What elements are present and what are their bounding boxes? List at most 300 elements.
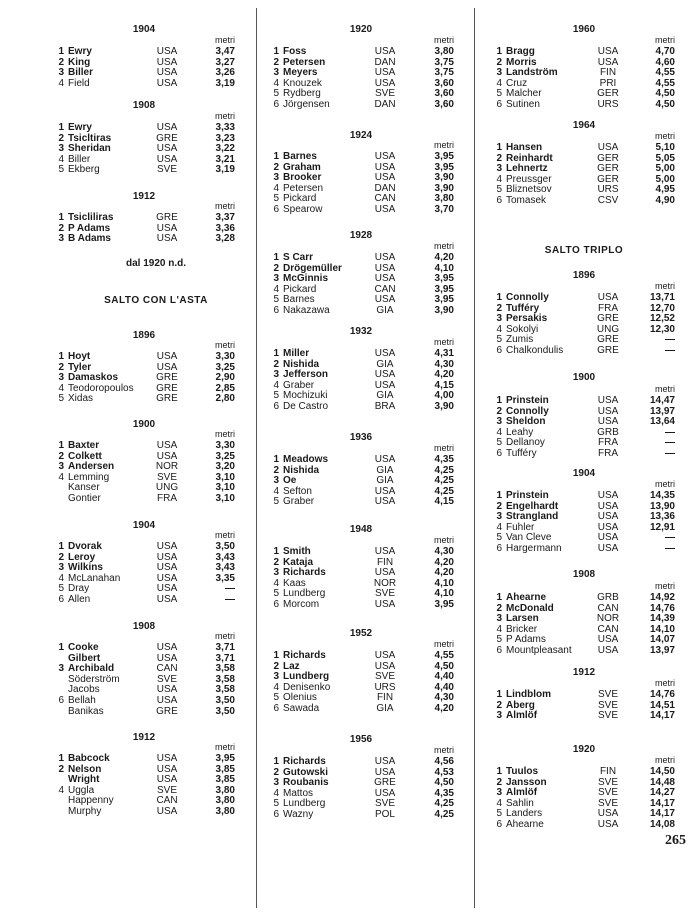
athlete-name: Mattos	[283, 787, 314, 799]
result-row	[56, 642, 239, 653]
nation: SVE	[597, 776, 618, 788]
nation: GRE	[597, 334, 619, 346]
athlete-name: Tufféry	[506, 448, 537, 459]
result-row	[271, 756, 458, 767]
result-row	[494, 766, 679, 777]
result-row	[56, 753, 239, 764]
rank: 6	[496, 543, 502, 554]
result-value: 4,30	[434, 692, 454, 704]
nation: USA	[374, 756, 396, 767]
result-row	[56, 674, 239, 685]
footnote: dal 1920 n.d.	[125, 258, 187, 269]
rank: 6	[496, 448, 502, 459]
nation: SVE	[374, 588, 395, 600]
nation: USA	[156, 652, 178, 664]
result-row	[56, 223, 239, 234]
result-row	[271, 99, 458, 110]
unit-label: metri	[655, 281, 675, 291]
rank: 3	[496, 163, 502, 175]
athlete-name: Jefferson	[283, 369, 329, 381]
athlete-name: Nakazawa	[283, 305, 330, 316]
athlete-name: Sahlin	[506, 797, 534, 809]
athlete-name: Olenius	[283, 692, 317, 704]
result-value: 14,39	[649, 613, 675, 625]
nation: USA	[374, 546, 396, 557]
rank: 5	[273, 588, 279, 600]
result-value: 13,71	[649, 292, 675, 303]
result-value: 2,90	[215, 372, 235, 384]
athlete-name: Denisenko	[283, 681, 331, 693]
rank: 1	[273, 46, 279, 57]
result-row	[494, 345, 679, 356]
rank: 6	[273, 401, 279, 412]
nation: USA	[597, 511, 619, 523]
result-value: 3,30	[215, 440, 235, 451]
athlete-name: Uggla	[68, 784, 95, 796]
athlete-name: Bricker	[506, 623, 538, 635]
nation: USA	[156, 361, 178, 373]
result-row	[271, 475, 458, 486]
section-title: SALTO CON L'ASTA	[104, 295, 208, 306]
rank: 3	[496, 67, 502, 79]
result-value: 3,58	[215, 673, 235, 685]
rank: 4	[273, 577, 279, 589]
result-value: 3,10	[215, 493, 235, 504]
result-value: 3,95	[434, 161, 454, 173]
unit-label: metri	[655, 131, 675, 141]
nation: BRA	[374, 401, 396, 412]
athlete-name: Jansson	[506, 776, 547, 788]
result-row	[56, 461, 239, 472]
rank: 4	[273, 485, 279, 497]
rank: 2	[496, 776, 502, 788]
athlete-name: Meadows	[283, 454, 329, 465]
result-row	[494, 819, 679, 830]
result-value: 3,25	[215, 361, 235, 373]
result-value: 3,25	[215, 450, 235, 462]
result-value: 4,40	[434, 671, 454, 683]
result-value: 4,90	[655, 195, 675, 206]
athlete-name: Ewry	[68, 46, 92, 57]
result-value: —	[225, 583, 235, 595]
result-value: 4,55	[655, 67, 675, 79]
unit-label: metri	[655, 479, 675, 489]
nation: USA	[156, 67, 178, 79]
athlete-name: Nelson	[68, 763, 102, 775]
athlete-name: Cruz	[506, 77, 528, 89]
rank: 1	[273, 151, 279, 162]
rank: 1	[496, 395, 502, 406]
nation: GRE	[156, 393, 178, 405]
result-row	[56, 122, 239, 133]
athlete-name: Andersen	[68, 461, 115, 473]
result-row	[494, 501, 679, 512]
athlete-name: Gutowski	[283, 766, 329, 778]
nation: GIA	[376, 305, 394, 316]
result-row	[271, 162, 458, 173]
result-row	[494, 99, 679, 110]
athlete-name: Biller	[68, 67, 94, 79]
nation: USA	[374, 46, 396, 57]
nation: USA	[156, 56, 178, 68]
column-separator	[474, 8, 475, 908]
unit-label: metri	[434, 35, 454, 45]
athlete-name: Tufféry	[506, 302, 540, 314]
nation: USA	[156, 684, 178, 696]
athlete-name: Tomasek	[506, 195, 547, 206]
athlete-name: Prinstein	[506, 490, 549, 501]
column-separator	[256, 8, 257, 908]
result-row	[494, 416, 679, 427]
athlete-name: Gontier	[68, 493, 101, 504]
athlete-name: Babcock	[68, 753, 110, 764]
result-row	[56, 67, 239, 78]
athlete-name: Sawada	[283, 703, 320, 714]
rank: 4	[273, 182, 279, 194]
result-row	[494, 448, 679, 459]
result-row	[494, 787, 679, 798]
result-row	[56, 372, 239, 383]
result-value: 14,51	[649, 699, 675, 711]
result-row	[56, 785, 239, 796]
result-row	[271, 650, 458, 661]
rank: 6	[496, 195, 502, 206]
athlete-name: Nishida	[283, 464, 320, 476]
rank: 5	[496, 184, 502, 196]
nation: USA	[597, 521, 619, 533]
nation: USA	[374, 379, 396, 391]
unit-label: metri	[434, 443, 454, 453]
result-value: 14,27	[649, 787, 675, 799]
athlete-name: Leroy	[68, 551, 96, 563]
unit-label: metri	[215, 35, 235, 45]
result-row	[271, 777, 458, 788]
rank: 5	[496, 532, 502, 544]
rank: 4	[273, 787, 279, 799]
rank: 2	[496, 699, 502, 711]
nation: URS	[597, 184, 619, 196]
nation: GER	[597, 88, 619, 100]
rank: 2	[273, 161, 279, 173]
result-row	[56, 383, 239, 394]
year-heading: 1908	[132, 621, 156, 632]
athlete-name: Ekberg	[68, 164, 100, 176]
rank: 6	[496, 819, 502, 830]
athlete-name: Smith	[283, 546, 311, 557]
nation: POL	[374, 809, 395, 820]
result-value: 4,25	[434, 464, 454, 476]
nation: USA	[374, 496, 396, 508]
result-row	[271, 252, 458, 263]
result-value: 13,97	[649, 645, 675, 656]
year-heading: 1920	[349, 24, 373, 35]
rank: 5	[58, 164, 64, 176]
rank: 1	[496, 292, 502, 303]
athlete-name: Gilbert	[68, 652, 101, 664]
result-value: 3,21	[215, 153, 235, 165]
result-row	[56, 233, 239, 244]
result-value: 14,07	[649, 634, 675, 646]
result-value: 4,55	[434, 650, 454, 661]
athlete-name: Biller	[68, 153, 91, 165]
result-row	[56, 482, 239, 493]
result-value: 3,95	[434, 151, 454, 162]
rank: 2	[273, 766, 279, 778]
rank: 6	[273, 599, 279, 610]
athlete-name: Hoyt	[68, 351, 91, 362]
nation: NOR	[596, 613, 620, 625]
year-heading: 1904	[132, 24, 156, 35]
rank: 2	[496, 602, 502, 614]
result-row	[494, 334, 679, 345]
result-value: —	[665, 543, 675, 554]
nation: FRA	[598, 437, 618, 449]
nation: USA	[374, 599, 396, 610]
nation: NOR	[155, 461, 179, 473]
nation: USA	[597, 46, 619, 57]
athlete-name: Morcom	[283, 599, 320, 610]
rank: 1	[496, 689, 502, 700]
athlete-name: McGinnis	[283, 273, 329, 285]
rank: 4	[58, 572, 64, 584]
athlete-name: Jacobs	[68, 684, 100, 696]
result-value: 12,70	[649, 302, 675, 314]
athlete-name: Hargermann	[506, 543, 562, 554]
nation: CAN	[156, 795, 178, 807]
athlete-name: Leahy	[506, 426, 534, 438]
year-heading: 1908	[132, 100, 156, 111]
result-value: 4,20	[434, 369, 454, 381]
athlete-name: Dellanoy	[506, 437, 545, 449]
result-row	[494, 710, 679, 721]
result-row	[494, 532, 679, 543]
result-row	[56, 164, 239, 175]
nation: SVE	[597, 689, 618, 700]
year-heading: 1964	[572, 120, 596, 131]
year-heading: 1948	[349, 524, 373, 535]
athlete-name: Morris	[506, 56, 537, 68]
rank: 1	[273, 348, 279, 359]
result-value: 3,95	[215, 753, 235, 764]
rank: 4	[496, 77, 502, 89]
athlete-name: McDonald	[506, 602, 554, 614]
result-value: 3,95	[434, 599, 454, 610]
result-row	[271, 305, 458, 316]
result-row	[494, 808, 679, 819]
rank: 1	[496, 46, 502, 57]
result-row	[56, 133, 239, 144]
result-value: 3,19	[215, 164, 235, 176]
rank: 4	[496, 173, 502, 185]
rank: 4	[273, 379, 279, 391]
result-value: 4,50	[434, 660, 454, 672]
athlete-name: Sokolyi	[506, 323, 539, 335]
result-value: 3,80	[434, 46, 454, 57]
result-value: 4,30	[434, 358, 454, 370]
result-row	[56, 552, 239, 563]
nation: GIA	[376, 464, 394, 476]
year-heading: 1956	[349, 734, 373, 745]
year-heading: 1904	[132, 520, 156, 531]
unit-label: metri	[215, 742, 235, 752]
nation: USA	[156, 774, 178, 786]
year-heading: 1900	[132, 419, 156, 430]
result-value: 3,75	[434, 67, 454, 79]
rank: 4	[496, 426, 502, 438]
nation: SVE	[374, 671, 395, 683]
nation: USA	[156, 541, 178, 552]
rank: 1	[273, 546, 279, 557]
result-value: 13,97	[649, 405, 675, 417]
result-value: 13,36	[649, 511, 675, 523]
nation: GRB	[597, 426, 619, 438]
rank: 4	[58, 153, 64, 165]
athlete-name: Wilkins	[68, 562, 103, 574]
result-row	[271, 359, 458, 370]
section-title: SALTO TRIPLO	[544, 245, 624, 256]
rank: 3	[58, 233, 64, 245]
result-value: 4,20	[434, 703, 454, 714]
rank: 1	[496, 766, 502, 777]
rank: 4	[496, 797, 502, 809]
athlete-name: Lehnertz	[506, 163, 548, 175]
athlete-name: Teodoropoulos	[68, 382, 134, 394]
result-row	[271, 809, 458, 820]
result-value: 14,17	[649, 797, 675, 809]
nation: GRE	[156, 212, 178, 223]
athlete-name: Wright	[68, 774, 100, 786]
rank: 1	[58, 642, 64, 653]
nation: GIA	[376, 475, 394, 487]
athlete-name: De Castro	[283, 401, 329, 412]
athlete-name: Bellah	[68, 695, 96, 706]
nation: USA	[374, 262, 396, 274]
nation: FRA	[598, 448, 618, 459]
result-value: 4,25	[434, 809, 454, 820]
result-value: 3,37	[215, 212, 235, 223]
nation: SVE	[156, 673, 177, 685]
rank: 3	[496, 710, 502, 722]
result-value: 3,60	[434, 99, 454, 110]
result-value: 4,20	[434, 567, 454, 579]
result-value: 4,56	[434, 756, 454, 767]
result-value: 12,30	[649, 323, 675, 335]
result-row	[494, 174, 679, 185]
rank: 2	[496, 405, 502, 417]
nation: USA	[156, 351, 178, 362]
unit-label: metri	[655, 678, 675, 688]
result-value: —	[665, 334, 675, 346]
nation: UNG	[596, 323, 620, 335]
result-row	[271, 390, 458, 401]
rank: 4	[58, 784, 64, 796]
nation: USA	[374, 787, 396, 799]
athlete-name: Lundberg	[283, 798, 326, 810]
nation: DAN	[374, 99, 396, 110]
result-value: 4,00	[434, 390, 454, 402]
rank: 2	[58, 551, 64, 563]
result-value: 5,00	[655, 163, 675, 175]
result-value: 4,40	[434, 681, 454, 693]
nation: CAN	[597, 602, 619, 614]
athlete-name: Sefton	[283, 485, 312, 497]
year-heading: 1912	[572, 667, 596, 678]
athlete-name: Kanser	[68, 482, 100, 494]
athlete-name: Larsen	[506, 613, 539, 625]
result-row	[494, 427, 679, 438]
nation: DAN	[374, 56, 396, 68]
result-row	[271, 557, 458, 568]
nation: USA	[156, 77, 178, 89]
rank: 3	[496, 613, 502, 625]
result-value: 4,31	[434, 348, 454, 359]
nation: USA	[156, 233, 178, 245]
result-row	[494, 395, 679, 406]
result-value: 4,10	[434, 262, 454, 274]
result-row	[56, 774, 239, 785]
nation: FRA	[598, 302, 618, 314]
nation: USA	[374, 348, 396, 359]
nation: USA	[156, 143, 178, 155]
unit-label: metri	[655, 35, 675, 45]
result-row	[494, 543, 679, 554]
result-row	[56, 562, 239, 573]
result-row	[56, 653, 239, 664]
unit-label: metri	[655, 581, 675, 591]
athlete-name: B Adams	[68, 233, 111, 245]
athlete-name: Drögemüller	[283, 262, 342, 274]
result-row	[271, 703, 458, 714]
result-row	[494, 613, 679, 624]
nation: USA	[597, 808, 619, 820]
nation: FIN	[376, 692, 394, 704]
athlete-name: S Carr	[283, 252, 314, 263]
result-row	[271, 151, 458, 162]
athlete-name: Engelhardt	[506, 500, 559, 512]
athlete-name: Banikas	[68, 705, 104, 717]
athlete-name: Richards	[283, 756, 326, 767]
result-row	[56, 594, 239, 605]
result-value: 3,20	[215, 461, 235, 473]
nation: UNG	[155, 482, 179, 494]
result-value: 4,20	[434, 556, 454, 568]
rank: 5	[273, 692, 279, 704]
year-heading: 1936	[349, 432, 373, 443]
result-value: 4,10	[434, 588, 454, 600]
rank: 1	[496, 490, 502, 501]
result-row	[271, 183, 458, 194]
result-row	[494, 324, 679, 335]
athlete-name: Petersen	[283, 56, 326, 68]
nation: USA	[156, 562, 178, 574]
result-row	[271, 204, 458, 215]
result-value: 14,47	[649, 395, 675, 406]
rank: 2	[273, 660, 279, 672]
rank: 1	[273, 650, 279, 661]
result-value: —	[665, 532, 675, 544]
result-value: 4,15	[434, 379, 454, 391]
athlete-name: Richards	[283, 650, 326, 661]
result-row	[56, 362, 239, 373]
athlete-name: Fuhler	[506, 521, 535, 533]
athlete-name: Graham	[283, 161, 321, 173]
nation: USA	[374, 454, 396, 465]
athlete-name: Tsicliliras	[68, 212, 114, 223]
nation: CSV	[597, 195, 619, 206]
result-row	[494, 195, 679, 206]
result-value: 12,52	[649, 313, 675, 325]
athlete-name: Brooker	[283, 172, 322, 184]
